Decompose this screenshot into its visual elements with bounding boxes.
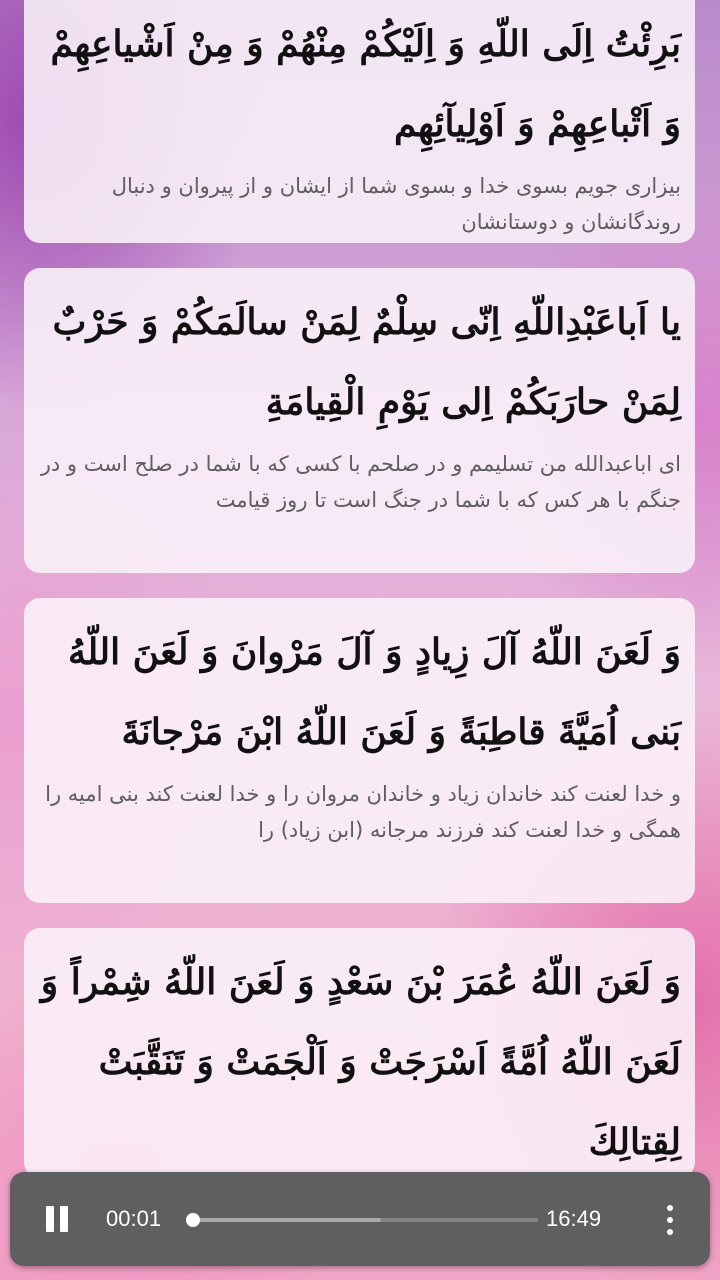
verse-arabic-text: وَ لَعَنَ اللّهُ آلَ زِيادٍ وَ آلَ مَرْوانَ وَ لَعَنَ اللّهُ بَنى اُمَيَّةَ قاطِبَةً وَ لَعَنَ اللّهُ ابْنَ مَرْجانَةَ: [67, 631, 681, 753]
current-time: 00:01: [106, 1206, 162, 1231]
audio-player-bar: [10, 1172, 710, 1266]
verse-card: [24, 928, 695, 1178]
pause-icon: [46, 1206, 54, 1232]
verse-translation: بیزاری جویم بسوی خدا و بسوی شما از ایشان و از پیروان و دنبال روندگانشان و دوستانشان: [111, 174, 681, 234]
verse-arabic-text: وَ لَعَنَ اللّهُ عُمَرَ بْنَ سَعْدٍ وَ لَعَنَ اللّهُ شِمْراً وَ لَعَنَ اللّهُ اُمَّةً اَسْرَجَتْ وَ اَلْجَمَتْ وَ تَنَقَّبَتْ لِقِتالِكَ: [40, 961, 681, 1163]
total-time: 16:49: [546, 1206, 602, 1231]
verse-card: [24, 598, 695, 903]
verse-translation: ای اباعبدالله من تسلیمم و در صلحم با کسی که با شما در صلح است و در جنگم با هر کس که با شما در جنگ است تا روز قیامت: [40, 452, 681, 512]
buffered-track: [190, 1218, 381, 1222]
seek-thumb[interactable]: [186, 1213, 200, 1227]
seek-bar[interactable]: [190, 1218, 538, 1222]
verse-translation: و خدا لعنت کند خاندان زیاد و خاندان مروان را و خدا لعنت کند بنی امیه را همگی و خدا لعنت کند فرزند مرجانه (ابن زیاد) را: [45, 782, 681, 842]
verse-arabic-text: يا اَباعَبْدِاللّهِ اِنّى سِلْمٌ لِمَنْ سالَمَكُمْ وَ حَرْبٌ لِمَنْ حارَبَكُمْ اِلى يَوْمِ الْقِيامَةِ: [52, 301, 681, 423]
verse-card: [24, 0, 695, 243]
more-options-button[interactable]: [650, 1200, 690, 1240]
verse-card: [24, 268, 695, 573]
pause-button[interactable]: [40, 1202, 74, 1236]
verse-arabic-text: بَرِئْتُ اِلَى اللّهِ وَ اِلَيْكُمْ مِنْهُمْ وَ مِنْ اَشْياعِهِمْ وَ اَتْباعِهِمْ وَ اَوْلِيآئِهِم: [50, 23, 681, 145]
